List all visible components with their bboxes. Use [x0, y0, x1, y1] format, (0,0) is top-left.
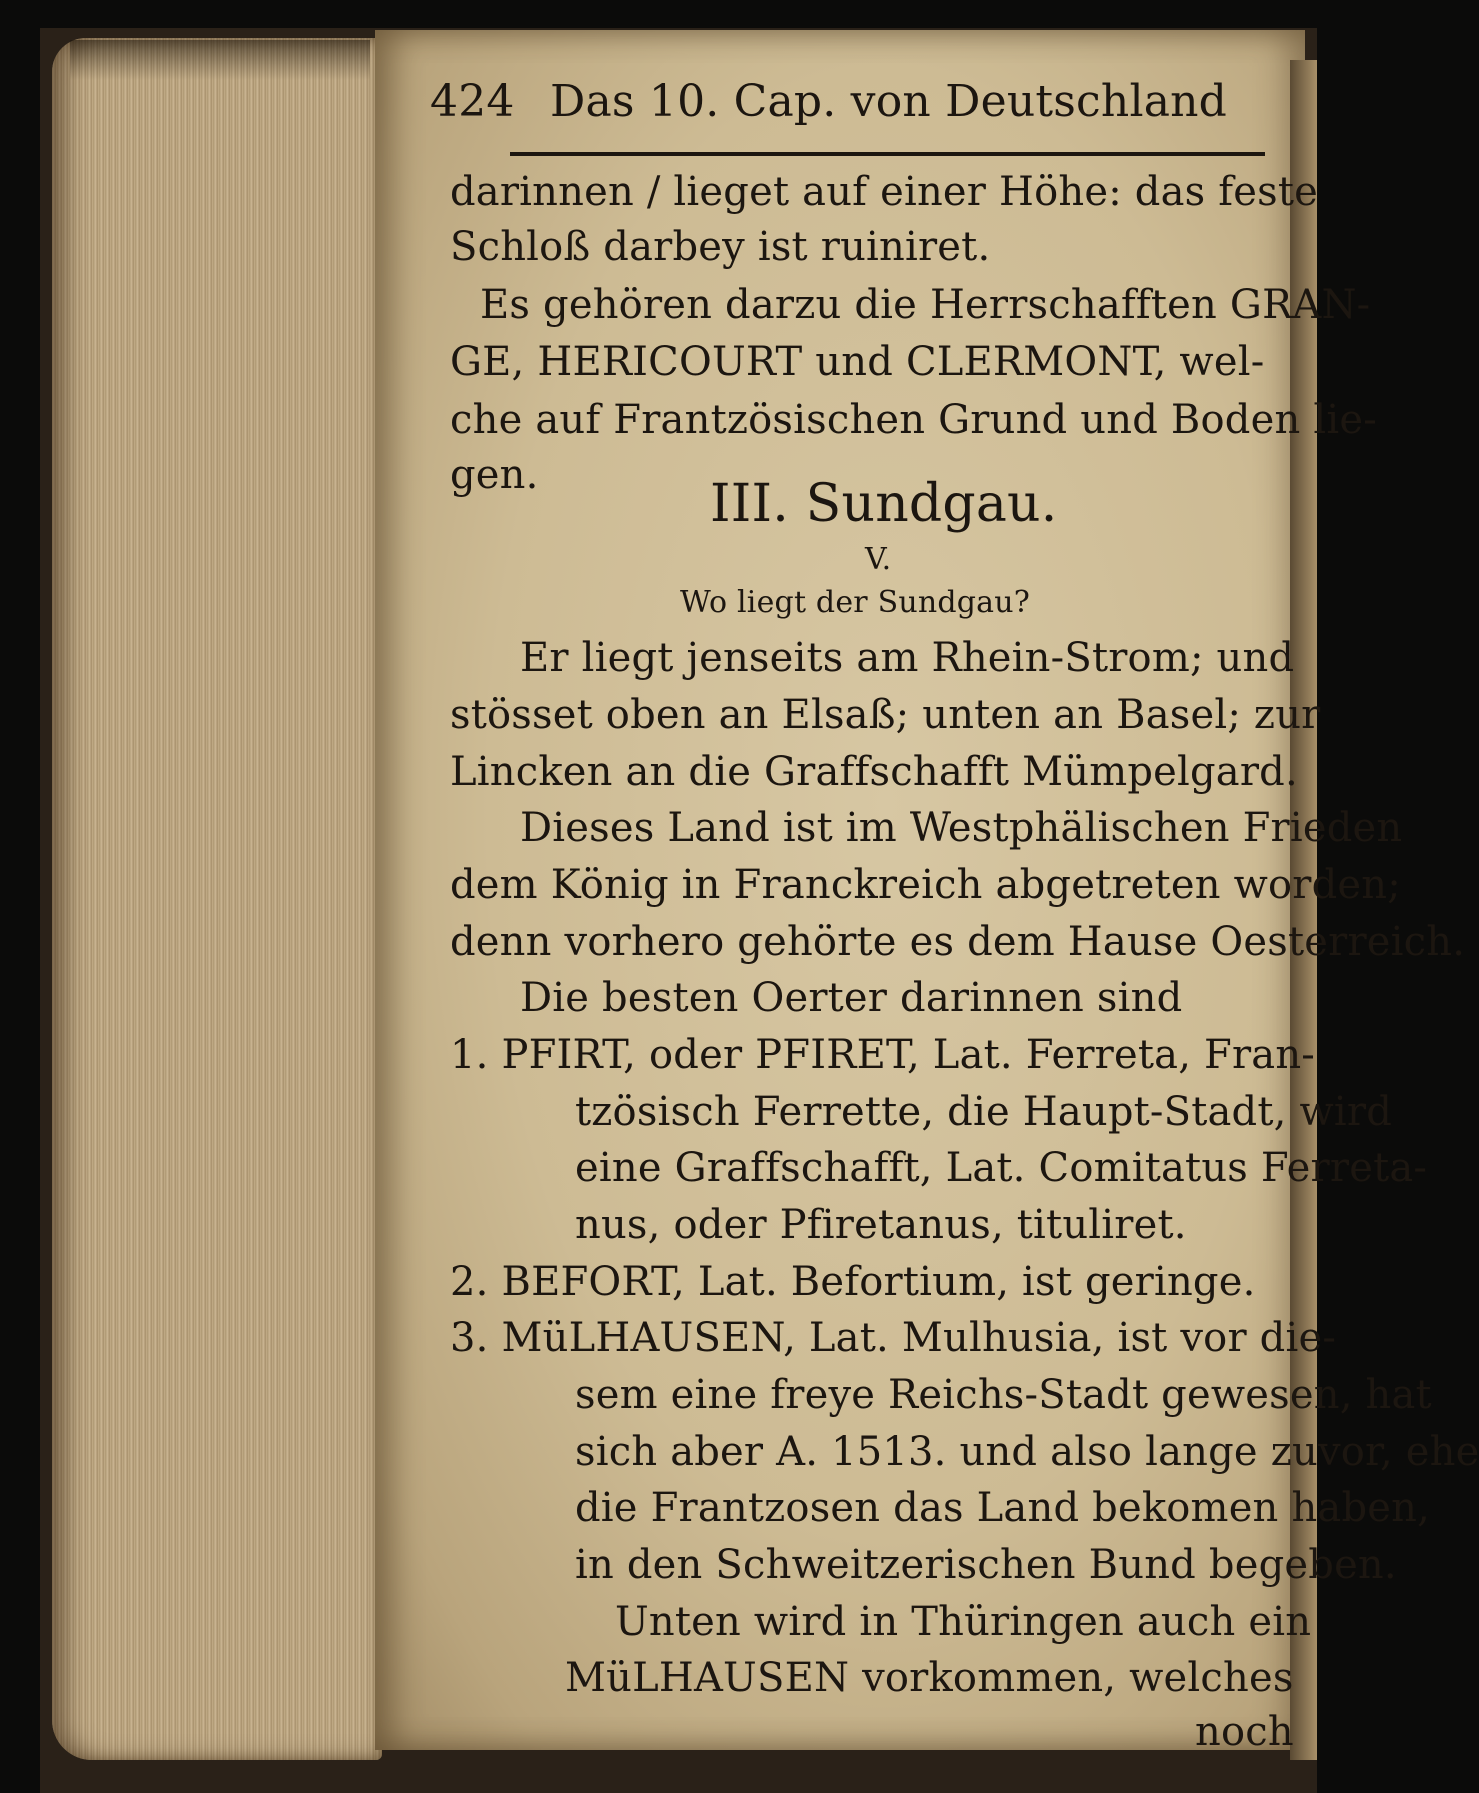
page-edges-shadow — [70, 40, 370, 80]
question: Wo liegt der Sundgau? — [680, 585, 1031, 620]
list-item-continuation: nus, oder Pfiretanus, tituliret. — [575, 1202, 1187, 1248]
catchword: noch — [1195, 1709, 1294, 1755]
text-line: Unten wird in Thüringen auch ein — [615, 1599, 1312, 1645]
page-number: 424 — [430, 76, 515, 127]
text-line: Er liegt jenseits am Rhein-Strom; und — [520, 635, 1295, 681]
list-item-continuation: sich aber A. 1513. und also lange zuvor, ehe — [575, 1429, 1479, 1475]
text-line: GE, HERICOURT und CLERMONT, wel- — [450, 339, 1265, 385]
text-line: gen. — [450, 452, 539, 498]
text-line: dem König in Franckreich abgetreten worden; — [450, 862, 1401, 908]
text-line: Lincken an die Graffschafft Mümpelgard. — [450, 749, 1298, 795]
question-number: V. — [865, 542, 892, 577]
text-line: MüLHAUSEN vorkommen, welches — [565, 1655, 1294, 1701]
list-item-continuation: eine Graffschafft, Lat. Comitatus Ferreta- — [575, 1145, 1428, 1191]
text-line: Die besten Oerter darinnen sind — [520, 975, 1183, 1021]
text-line: che auf Frantzösischen Grund und Boden lie- — [450, 397, 1377, 443]
section-heading: III. Sundgau. — [710, 474, 1058, 534]
text-line: Dieses Land ist im Westphälischen Frieden — [520, 805, 1403, 851]
text-line: darinnen / lieget auf einer Höhe: das feste — [450, 169, 1319, 215]
list-item-continuation: in den Schweitzerischen Bund begeben. — [575, 1542, 1397, 1588]
list-item: 1. PFIRT, oder PFIRET, Lat. Ferreta, Fran- — [450, 1032, 1316, 1078]
header-rule — [510, 152, 1265, 156]
text-line: Schloß darbey ist ruiniret. — [450, 224, 991, 270]
page-edges — [52, 38, 382, 1760]
list-item-continuation: sem eine freye Reichs-Stadt gewesen, hat — [575, 1372, 1432, 1418]
text-line: stösset oben an Elsaß; unten an Basel; zur — [450, 692, 1321, 738]
list-item: 2. BEFORT, Lat. Befortium, ist geringe. — [450, 1259, 1256, 1305]
running-title: Das 10. Cap. von Deutschland — [550, 76, 1228, 127]
text-line: Es gehören darzu die Herrschafften GRAN- — [480, 282, 1371, 328]
list-item-continuation: die Frantzosen das Land bekomen haben, — [575, 1485, 1431, 1531]
list-item-continuation: tzösisch Ferrette, die Haupt-Stadt, wird — [575, 1089, 1393, 1135]
text-line: denn vorhero gehörte es dem Hause Oesterreich. — [450, 919, 1466, 965]
list-item: 3. MüLHAUSEN, Lat. Mulhusia, ist vor die- — [450, 1315, 1337, 1361]
